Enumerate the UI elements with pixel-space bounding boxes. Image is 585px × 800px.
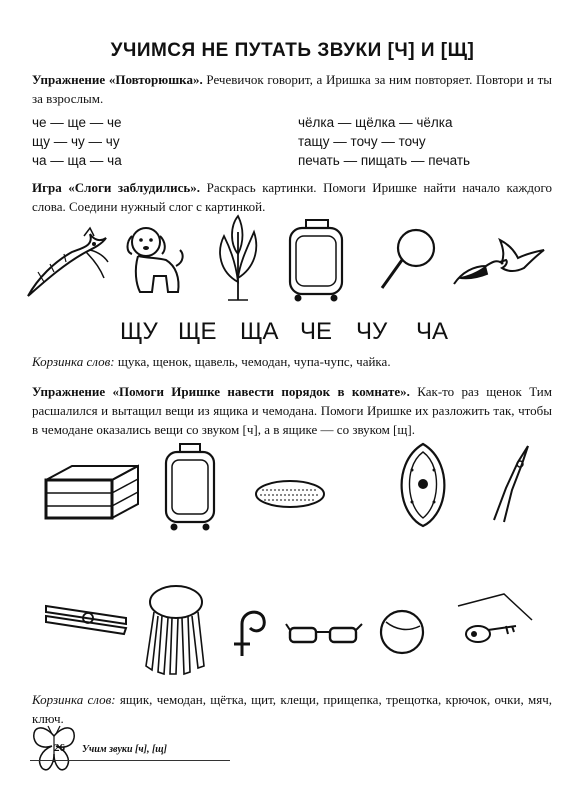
- shield-icon: [398, 440, 448, 528]
- syllable-shcha[interactable]: ЩА: [240, 318, 279, 345]
- page-number: 26: [54, 742, 65, 754]
- syllable-cha[interactable]: ЧА: [416, 318, 449, 345]
- exercise-repeat-lead: Упражнение «Повторюшка».: [32, 72, 203, 87]
- word-pair: тащу — точу — точу: [298, 134, 426, 149]
- game-lost-syllables: [32, 178, 552, 216]
- exercise-tidy-lead: Упражнение «Помоги Иришке навести порядок в комнате».: [32, 384, 410, 399]
- sorrel-plant-icon: [210, 212, 266, 302]
- shield-picture[interactable]: [398, 440, 448, 528]
- seagull-icon: [448, 232, 546, 290]
- ball-icon: [378, 608, 426, 656]
- suitcase-icon: [162, 440, 218, 532]
- seagull-picture[interactable]: [448, 232, 546, 290]
- sorrel-plant-picture[interactable]: [210, 212, 266, 302]
- clothespin-icon: [42, 596, 132, 636]
- pike-fish-picture[interactable]: [24, 222, 112, 300]
- brush-picture[interactable]: [252, 476, 328, 512]
- syllable-pair: щу — чу — чу: [32, 134, 120, 149]
- tongs-icon: [488, 442, 532, 524]
- syllable-chu[interactable]: ЧУ: [356, 318, 388, 345]
- key-icon: [454, 590, 534, 650]
- word-basket-2-text: ящик, чемодан, щётка, щит, клещи, прищепка, трещотка, крючок, очки, мяч, ключ.: [32, 692, 552, 726]
- lollipop-picture[interactable]: [378, 226, 438, 292]
- syllable-pair: че — ще — че: [32, 115, 122, 130]
- rattle-icon: [140, 582, 212, 678]
- syllable-shchu[interactable]: ЩУ: [120, 318, 158, 345]
- glasses-picture[interactable]: [284, 620, 364, 646]
- brush-icon: [252, 476, 328, 512]
- syllable-row: [120, 318, 500, 352]
- crate-picture[interactable]: [42, 462, 142, 522]
- crate-icon: [42, 462, 142, 522]
- syllable-che[interactable]: ЧЕ: [300, 318, 333, 345]
- exercise-tidy-room: [32, 382, 552, 439]
- exercise-repeat-text: Речевичок говорит, а Иришка за ним повторяет. Повтори и ты за взрослым.: [32, 72, 552, 106]
- footer-divider: [30, 760, 230, 761]
- game-text: Раскрась картинки. Помоги Иришке найти начало каждого слова. Соедини нужный слог с картинкой.: [32, 180, 552, 214]
- hook-picture[interactable]: [228, 600, 270, 658]
- page-title: УЧИМСЯ НЕ ПУТАТЬ ЗВУКИ [Ч] И [Щ]: [110, 40, 475, 61]
- word-basket-1: [32, 352, 552, 371]
- word-basket-2-lead: Корзинка слов:: [32, 692, 116, 707]
- exercise-repeat: [32, 70, 552, 108]
- word-basket-1-lead: Корзинка слов:: [32, 354, 115, 369]
- glasses-icon: [284, 620, 364, 646]
- word-basket-1-text: щука, щенок, щавель, чемодан, чупа-чупс, чайка.: [114, 354, 391, 369]
- word-pair: печать — пищать — печать: [298, 153, 471, 168]
- syllable-pair: ча — ща — ча: [32, 153, 122, 168]
- puppy-picture[interactable]: [122, 220, 188, 296]
- lollipop-icon: [378, 226, 438, 292]
- puppy-icon: [122, 220, 188, 296]
- word-pair: чёлка — щёлка — чёлка: [298, 115, 453, 130]
- rattle-picture[interactable]: [140, 582, 212, 678]
- footer-caption: Учим звуки [ч], [щ]: [82, 744, 167, 755]
- syllable-shche[interactable]: ЩЕ: [178, 318, 217, 345]
- syllable-pairs-left: [32, 113, 122, 170]
- suitcase-picture[interactable]: [284, 216, 348, 302]
- suitcase-2-picture[interactable]: [162, 440, 218, 532]
- exercise-tidy-text: Как-то раз щенок Тим расшалился и вытащил вещи из ящика и чемодана. Помоги Иришке их разложить так, чтобы в чемодане оказались вещи со звуком [ч], а в ящике — со звуком [щ].: [32, 384, 552, 437]
- word-pairs-right: [298, 113, 470, 170]
- game-lead: Игра «Слоги заблудились».: [32, 180, 201, 195]
- pike-fish-icon: [24, 222, 112, 300]
- hook-icon: [228, 600, 270, 658]
- ball-picture[interactable]: [378, 608, 426, 656]
- key-picture[interactable]: [454, 590, 534, 650]
- clothespin-picture[interactable]: [42, 596, 132, 636]
- word-basket-2: [32, 690, 552, 728]
- tongs-picture[interactable]: [488, 442, 532, 524]
- suitcase-icon: [284, 216, 348, 302]
